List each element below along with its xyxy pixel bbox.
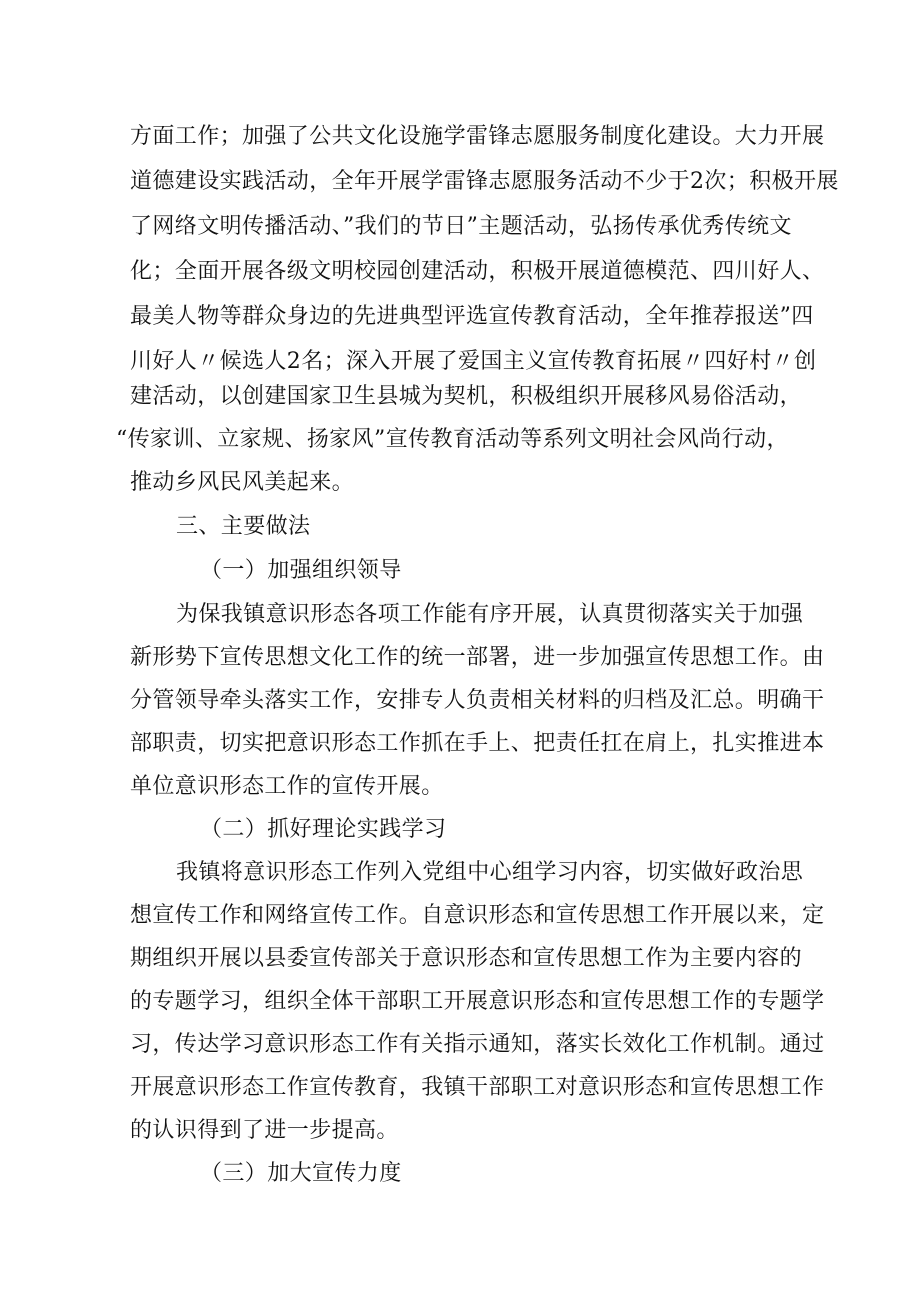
paragraph-line: 为保我镇意识形态各项工作能有序开展，认真贯彻落实关于加强 bbox=[176, 602, 804, 627]
subsection-heading: （二）抓好理论实践学习 bbox=[200, 817, 447, 842]
paragraph-line: 习，传达学习意识形态工作有关指示通知，落实长效化工作机制。通过 bbox=[130, 1032, 825, 1057]
section-heading: 三、主要做法 bbox=[176, 514, 311, 539]
paragraph-line: 了网络文明传播活动、”我们的节日”主题活动，弘扬传承优秀传统文 bbox=[130, 214, 792, 239]
paragraph-line: 期组织开展以县委宣传部关于意识形态和宣传思想工作为主要内容的 bbox=[130, 946, 803, 971]
subsection-heading: （一）加强组织领导 bbox=[200, 558, 402, 583]
paragraph-line: 化；全面开展各级文明校园创建活动，积极开展道德模范、四川好人、 bbox=[130, 259, 825, 284]
paragraph-line: 道德建设实践活动，全年开展学雷锋志愿服务活动不少于2次；积极开展 bbox=[130, 169, 839, 194]
paragraph-line: 建活动，以创建国家卫生县城为契机，积极组织开展移风易俗活动， bbox=[130, 384, 803, 409]
subsection-heading: （三）加大宣传力度 bbox=[200, 1161, 402, 1186]
paragraph-line: “传家训、立家规、扬家风”宣传教育活动等系列文明社会风尚行动， bbox=[116, 427, 789, 452]
paragraph-line: 最美人物等群众身边的先进典型评选宣传教育活动，全年推荐报送”四 bbox=[130, 304, 814, 329]
paragraph-line: 的认识得到了进一步提高。 bbox=[130, 1118, 399, 1143]
paragraph-line: 方面工作；加强了公共文化设施学雷锋志愿服务制度化建设。大力开展 bbox=[130, 124, 825, 149]
paragraph-line: 开展意识形态工作宣传教育，我镇干部职工对意识形态和宣传思想工作 bbox=[130, 1075, 825, 1100]
paragraph-line: 的专题学习，组织全体干部职工开展意识形态和宣传思想工作的专题学 bbox=[130, 989, 825, 1014]
paragraph-line: 我镇将意识形态工作列入党组中心组学习内容，切实做好政治思 bbox=[176, 860, 804, 885]
paragraph-line: 单位意识形态工作的宣传开展。 bbox=[130, 774, 444, 799]
paragraph-line: 部职责，切实把意识形态工作抓在手上、把责任扛在肩上，扎实推进本 bbox=[130, 731, 825, 756]
paragraph-line: 推动乡风民风美起来。 bbox=[130, 470, 355, 495]
paragraph-line: 川好人〃候选人2名；深入开展了爱国主义宣传教育拓展〃四好村〃创 bbox=[130, 349, 817, 374]
paragraph-line: 想宣传工作和网络宣传工作。自意识形态和宣传思想工作开展以来，定 bbox=[130, 903, 825, 928]
paragraph-line: 分管领导牵头落实工作，安排专人负责相关材料的归档及汇总。明确干 bbox=[130, 688, 825, 713]
paragraph-line: 新形势下宣传思想文化工作的统一部署，进一步加强宣传思想工作。由 bbox=[130, 645, 825, 670]
